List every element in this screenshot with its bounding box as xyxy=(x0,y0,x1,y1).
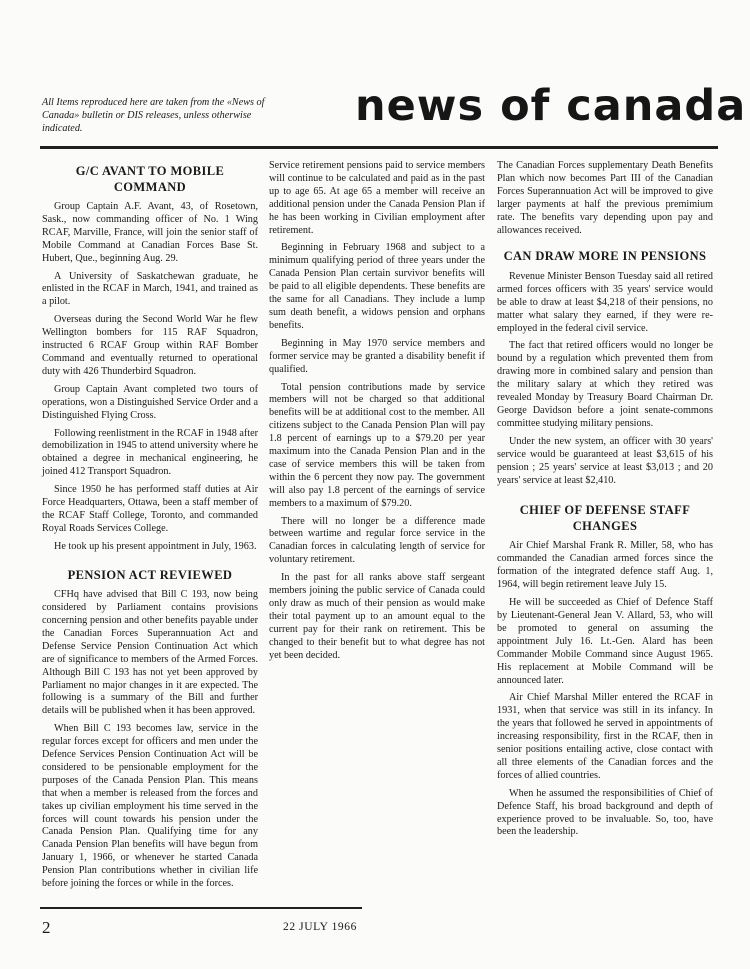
draw-paragraph: The fact that retired officers would no longer be bound by a regulation which prevented them from drawing more in combined salary and pension than the military salary at which they retired was revealed Monday by Treasury Board Chairman Dr. George Davidson before a joint senate-commons committee studying military pensions. xyxy=(497,340,713,429)
headline-chief: CHIEF OF DEFENSE STAFF CHANGES xyxy=(519,503,691,533)
pension-paragraph: Service retirement pensions paid to service members will continue to be calculated and paid as in the past up to age 65. At age 65 a member will receive an additional pension under the Canada Pension Plan if he has been working in Civilian employment after retirement. xyxy=(269,160,485,236)
headline-avant: G/C AVANT TO MOBILE COMMAND xyxy=(75,164,225,194)
avant-paragraph: Overseas during the Second World War he flew Wellington bombers for 115 RAF Squadron, instructed 6 RCAF Group within RAF Bomber Command and eventually returned to operational duty with 426 Thunderbird Squadron. xyxy=(42,314,258,377)
pension-paragraph: There will no longer be a difference made between wartime and regular force service in the Canadian forces in calculating length of service for voluntary retirement. xyxy=(269,515,485,566)
chief-paragraph: When he assumed the responsibilities of Chief of Defence Staff, his broad background and depth of experience proved to be invaluable. So, too, have been the leadership. xyxy=(497,787,713,838)
pension-paragraph: In the past for all ranks above staff sergeant members joining the public service of Canada could only draw as much of their pension as would make their total payment up to an amount equal to the current pay for their rank on retirement. This be changed to their benefit but to what degree has not yet been decided. xyxy=(269,572,485,661)
chief-paragraph: Air Chief Marshal Miller entered the RCAF in 1931, when that service was still in its infancy. In the years that followed he served in appointments of increasing responsibility, first in the RCAF, then in senior positions entailing active, close contact with all three elements of the Canadian forces and the forces of allied countries. xyxy=(497,692,713,781)
avant-paragraph: Since 1950 he has performed staff duties at Air Force Headquarters, Ottawa, been a staff member of the RCAF Staff College, Toronto, and commanded Royal Roads Services College. xyxy=(42,484,258,534)
headline-pension: PENSION ACT REVIEWED xyxy=(67,567,233,582)
draw-paragraph: Under the new system, an officer with 30 years' service would be guaranteed at least $3,615 of his pension ; 25 years' service at least $3,013 ; and 20 years' service at least $2,410. xyxy=(497,435,713,486)
draw-paragraph: Revenue Minister Benson Tuesday said all retired armed forces officers with 35 years' service would be able to draw at least $4,218 of their pensions, no matter what salary they earned, if they were re-employed in the federal civil service. xyxy=(497,270,713,334)
pension-paragraph: CFHq have advised that Bill C 193, now being considered by Parliament contains provisions concerning pension and other benefits payable under the Canadian Forces Superannuation Act and Defense Service Pension Continuation Act which are of significance to members of the Armed Forces. Although Bill C 193 has not yet been approved by Parliament no major changes in it are expected. The following is a summary of the Bill and further details will be published when it has been approved. xyxy=(42,589,258,717)
pension-paragraph: Total pension contributions made by service members will not be charged so that additional benefits will be at additional cost to the member. All citizens subject to the Canada Pension Plan will pay 1.8 percent of earnings up to a $79.20 per year maximum into the Canada Pension Plan and in the case of service members this will be taken from within the 6 percent they now pay. The government will also pay 1.8 percent of the earnings of service members to a maximum of $79.20. xyxy=(269,381,485,509)
pension-paragraph: When Bill C 193 becomes law, service in the regular forces except for officers and men under the Defence Services Pension Continuation Act will be considered to be pensionable employment for the purposes of the Canada Pension Plan. This means that when a member is released from the forces and takes up civilian employment his time served in the forces will count towards his pension under the Canada Pension Plan. Qualifying time for any Canada Pension Plan benefits will have begun from January 1, 1966, or whenever he started Canada Pension Plan contributions whether in civilian life before joining the forces or while in the forces. xyxy=(42,723,258,890)
headline-draw: CAN DRAW MORE IN PENSIONS xyxy=(503,249,707,264)
avant-paragraph: A University of Saskatchewan graduate, he enlisted in the RCAF in March, 1941, and trained as a pilot. xyxy=(42,270,258,308)
column-1 xyxy=(42,164,258,896)
masthead-note: All Items reproduced here are taken from the «News of Canada» bulletin or DIS releases, unless otherwise indicated. xyxy=(42,97,265,134)
pension-paragraph: The Canadian Forces supplementary Death Benefits Plan which now becomes Part III of the Canadian Forces Superannuation Act will be improved to give larger payments at half the previous premimium rate. The benefits vary depending upon pay and allowances received. xyxy=(497,160,713,236)
page-number: 2 xyxy=(42,918,51,937)
avant-paragraph: Following reenlistment in the RCAF in 1948 after demobilization in 1945 to attend university where he obtained a degree in mechanical engineering, he joined 412 Transport Squadron. xyxy=(42,427,259,478)
masthead-title: news of canada xyxy=(355,81,747,131)
chief-paragraph: He will be succeeded as Chief of Defence Staff by Lieutenant-General Jean V. Allard, 53, who will be promoted to general on assuming the appointment July 16. Lt.-Gen. Alard has been Commander Mobile Command since August 1965. His replacement at Mobile Command will be announced later. xyxy=(497,597,713,686)
top-rule xyxy=(40,146,718,149)
issue-date: 22 JULY 1966 xyxy=(283,921,357,933)
avant-paragraph: Group Captain A.F. Avant, 43, of Rosetown, Sask., now commanding officer of No. 1 Wing RCAF, Marville, France, will join the senior staff of Mobile Command at Canadian Forces Base St. Hubert, Que., beginning Aug. 29. xyxy=(42,201,258,264)
chief-paragraph: Air Chief Marshal Frank R. Miller, 58, who has commanded the Canadian armed forces since the formation of the integrated defence staff Aug. 1, 1964, will begin retirement leave July 15. xyxy=(497,540,713,591)
pension-paragraph: Beginning in February 1968 and subject to a minimum qualifying period of three years under the Canada Pension Plan certain survivor benefits will be paid to all eligible dependents. These benefits are the same for all Canadians. They include a lump sum death benefit, a widows pension and orphans benefits. xyxy=(269,242,485,331)
bottom-rule xyxy=(40,907,362,909)
column-2 xyxy=(269,160,485,668)
avant-paragraph: He took up his present appointment in July, 1963. xyxy=(54,540,257,552)
pension-paragraph: Beginning in May 1970 service members and former service may be granted a disability benefit if qualified. xyxy=(269,337,485,375)
column-3 xyxy=(497,160,713,844)
avant-paragraph: Group Captain Avant completed two tours of operations, won a Distinguished Service Order and a Distinguished Flying Cross. xyxy=(42,383,258,421)
